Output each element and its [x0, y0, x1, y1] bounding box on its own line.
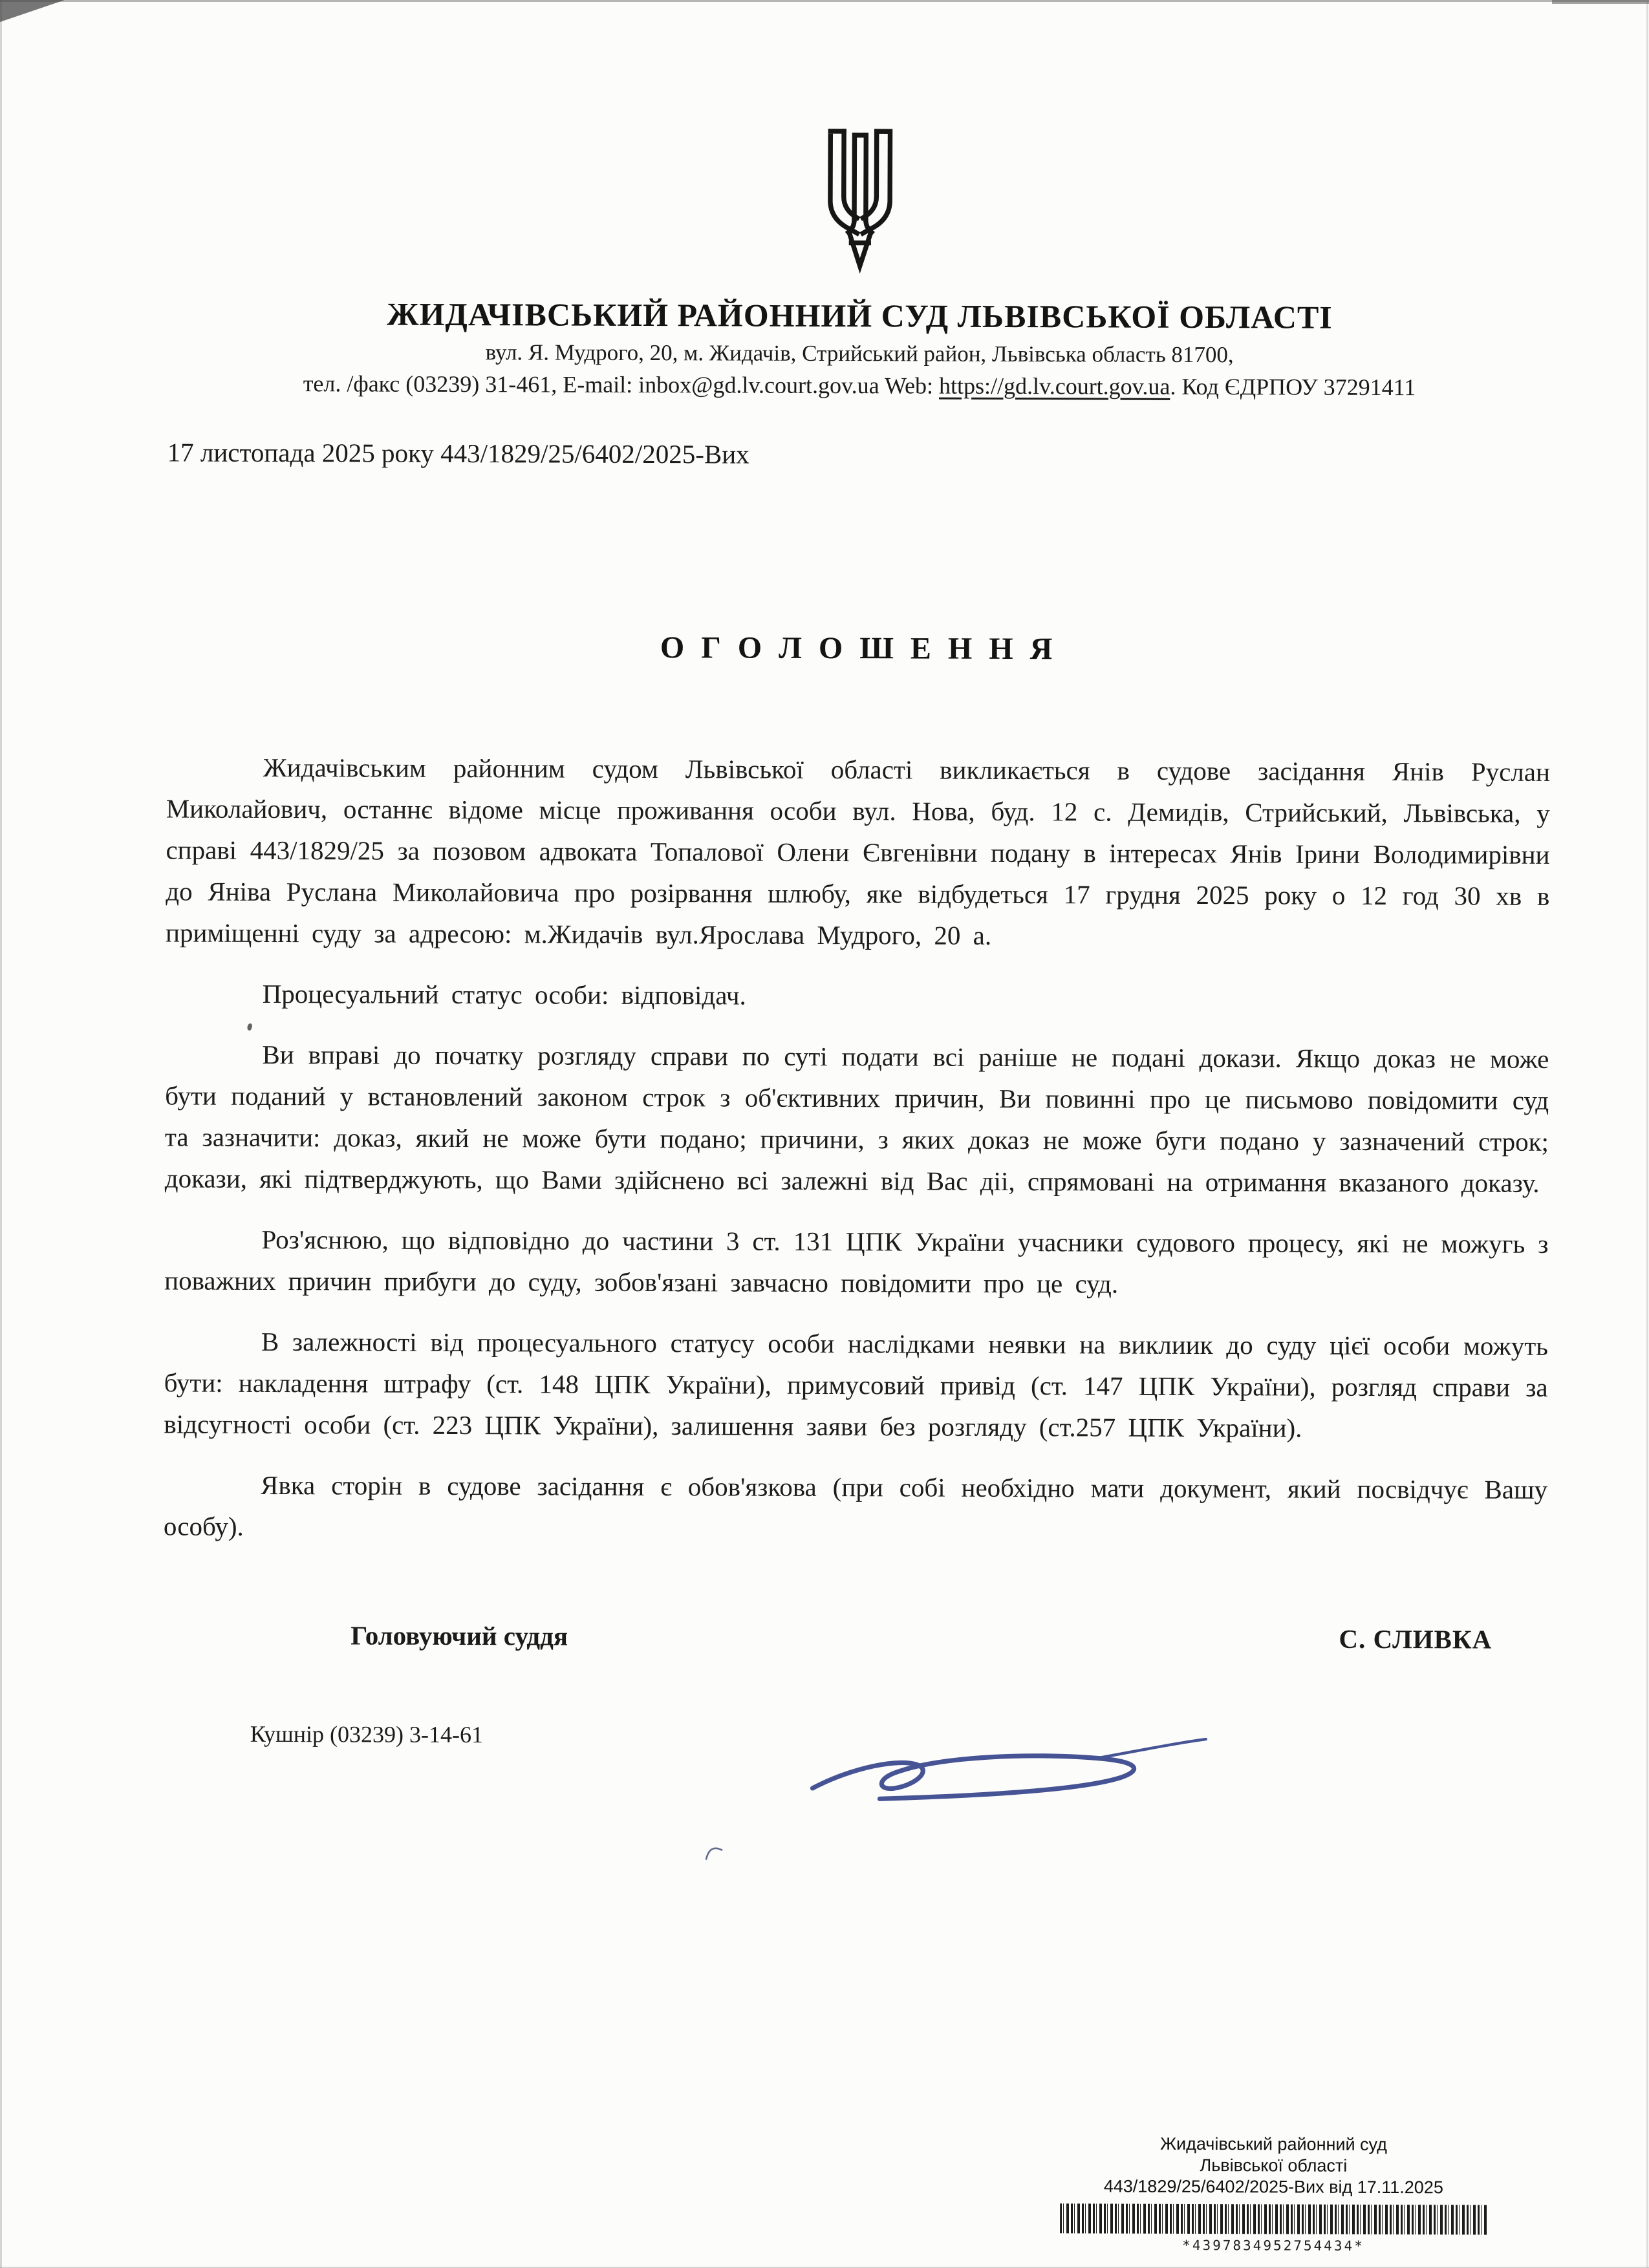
barcode-caption: *4397834952754434*: [1182, 2237, 1364, 2254]
scan-edge-right: [1646, 0, 1648, 2268]
court-website-link: https://gd.lv.court.gov.ua: [939, 372, 1170, 400]
court-address-line: вул. Я. Мудрого, 20, м. Жидачів, Стрийський район, Львівська область 81700,: [485, 339, 1234, 368]
body-paragraph-consequences: В залежності від процесуального статусу особи наслідками неявки на виклиик до суду цієї особи можуть бути: накладення штрафу (ст. 148 ЦПК України), примусовий привід (ст. 147 ЦПК України), розгляд справи за відсугності особи (ст. 223 ЦПК України), залишення заяви без розгляду (ст.257 ЦПК України).: [164, 1326, 1548, 1443]
ukraine-trident-emblem: [812, 122, 909, 279]
body-paragraph-evidence: Ви вправі до початку розгляду справи по суті подати всі раніше не подані докази. Якщо доказ не може бути поданий у встановлений законом строк з об'єктивних причин, Ви повинні про це письмово повідомити суд та зазначити: доказ, який не може бути подано; причини, з яких доказ не може буги подано у зазначений строк; докази, які підтверджують, що Вами здійснено всі залежні від Вас діі, спрямовані на отримання вказаного доказу.: [164, 1039, 1549, 1198]
stamp-reference: 443/1829/25/6402/2025-Вих від 17.11.2025: [1103, 2176, 1443, 2198]
barcode: [1060, 2203, 1487, 2234]
judge-name: С. СЛИВКА: [1339, 1623, 1493, 1654]
scan-edge-top: [0, 0, 1649, 2]
judge-role-label: Головуючий суддя: [350, 1620, 568, 1651]
date-and-reference: 17 листопада 2025 року 443/1829/25/6402/2025-Вих: [167, 437, 749, 469]
body-paragraph-status: Процесуальний статус особи: відповідач.: [262, 978, 746, 1011]
body-paragraph-attendance: Явка сторін в судове засідання є обов'язкова (при собі необхідно мати документ, який посвідчує Вашу особу).: [163, 1470, 1548, 1541]
scan-corner-artifact-top-right: [1552, 0, 1649, 4]
contact-suffix: . Код ЄДРПОУ 37291411: [1170, 373, 1416, 401]
judge-signature-ink: [799, 1734, 1213, 1806]
document-body: [164, 746, 1550, 1551]
court-name: ЖИДАЧІВСЬКИЙ РАЙОННИЙ СУД ЛЬВІВСЬКОЇ ОБЛАСТІ: [387, 295, 1333, 336]
stamp-region: Львівської області: [1200, 2156, 1348, 2176]
court-contact-line: [167, 369, 1551, 401]
body-paragraph-summons: Жидачівським районним судом Львівської області викликається в судове засідання Янів Руслан Миколайович, останнє відоме місце проживання особи вул. Нова, буд. 12 с. Демидів, Стрийський, Львівська, у справі 443/1829/25 за позовом адвоката Топалової Олени Євгенівни подану в інтересах Янів Ірини Володимирівни до Яніва Руслана Миколайовича про розірвання шлюбу, яке відбудеться 17 грудня 2025 року о 12 год 30 хв в приміщенні суду за адресою: м.Жидачів вул.Ярослава Мудрого, 20 а.: [166, 752, 1551, 950]
clerk-contact-line: Кушнір (03239) 3-14-61: [250, 1720, 484, 1748]
signature-row: [163, 1619, 1547, 1654]
document-title: О Г О Л О Ш Е Н Н Я: [660, 630, 1057, 667]
ukraine-trident-icon: [812, 122, 909, 276]
scan-edge-left: [0, 0, 2, 2268]
contact-prefix: тел. /факс (03239) 31-461, E-mail: inbox@gd.lv.court.gov.ua Web:: [303, 370, 940, 399]
body-paragraph-cpc-131: Роз'яснюю, що відповідно до частини 3 ст. 131 ЦПК України учасники судового процесу, які не можугь з поважних причин прибуги до суду, зобов'язані завчасно повідомити про це суд.: [164, 1224, 1549, 1299]
stray-ink-mark: [704, 1843, 726, 1861]
registration-stamp: [1044, 2133, 1503, 2257]
stamp-court-name: Жидачівський районний суд: [1160, 2134, 1388, 2155]
scan-corner-artifact-top-left: [0, 0, 65, 22]
